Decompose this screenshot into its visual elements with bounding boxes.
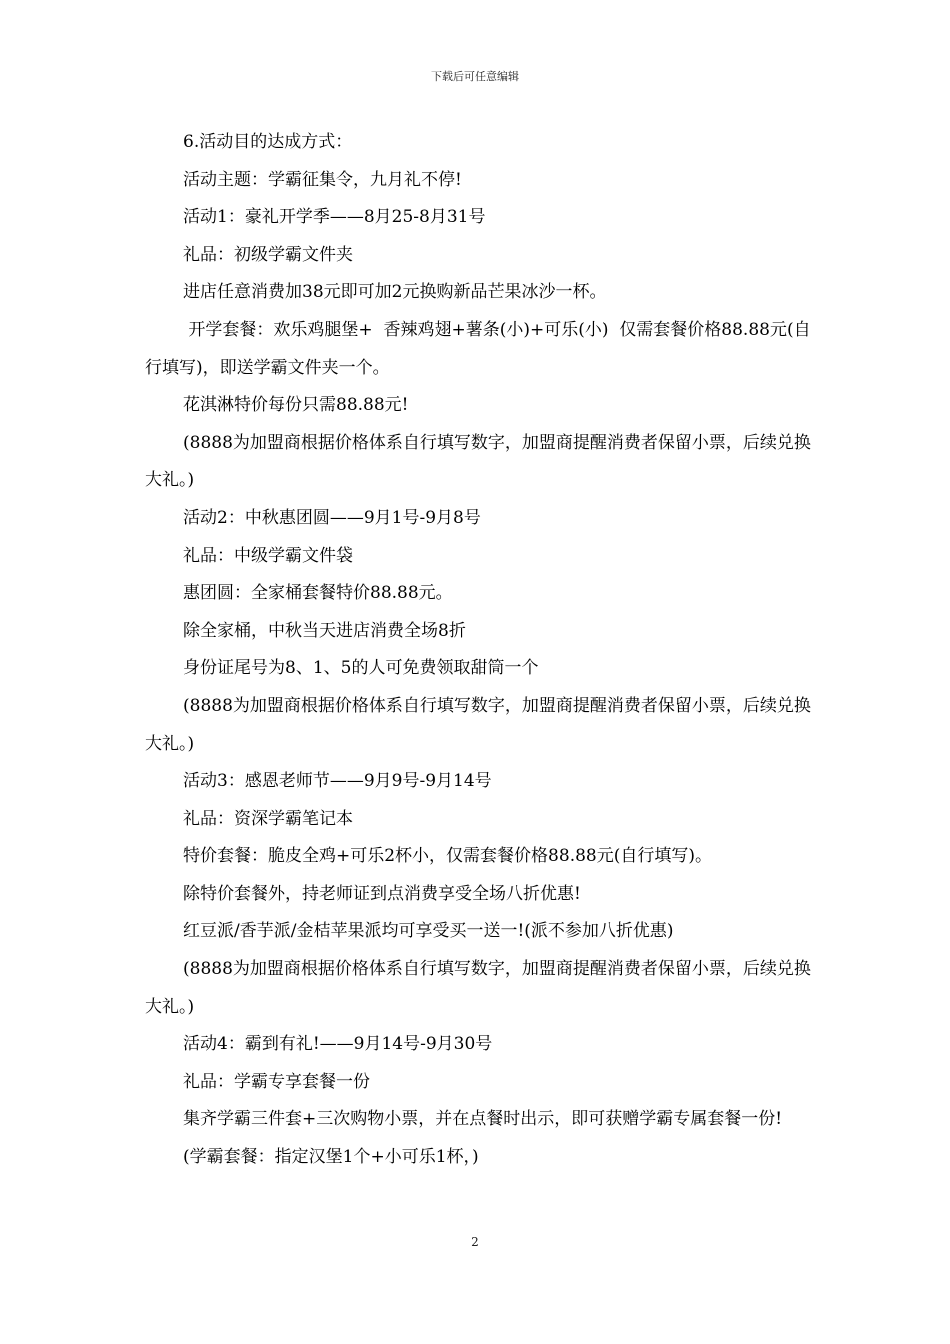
paragraph: 活动4：霸到有礼!——9月14号-9月30号 — [183, 1034, 493, 1055]
document-body — [145, 124, 815, 1177]
paragraph: 惠团圆：全家桶套餐特价88.88元。 — [183, 583, 453, 604]
paragraph: 红豆派/香芋派/金桔苹果派均可享受买一送一!(派不参加八折优惠) — [183, 921, 674, 942]
paragraph: (8888为加盟商根据价格体系自行填写数字，加盟商提醒消费者保留小票，后续兑换大礼。) — [145, 432, 811, 491]
paragraph: 礼品：中级学霸文件袋 — [183, 545, 353, 566]
paragraph: (学霸套餐：指定汉堡1个+小可乐1杯，) — [183, 1147, 479, 1168]
paragraph: 礼品：初级学霸文件夹 — [183, 244, 353, 265]
paragraph: 礼品：资深学霸笔记本 — [183, 808, 353, 829]
paragraph: 开学套餐：欢乐鸡腿堡+ 香辣鸡翅+薯条(小)+可乐(小) 仅需套餐价格88.88元(自行填写)，即送学霸文件夹一个。 — [145, 319, 811, 378]
paragraph: 除特价套餐外，持老师证到点消费享受全场八折优惠! — [183, 883, 581, 904]
paragraph: 活动2：中秋惠团圆——9月1号-9月8号 — [183, 507, 481, 528]
paragraph: 特价套餐：脆皮全鸡+可乐2杯小，仅需套餐价格88.88元(自行填写)。 — [183, 846, 712, 867]
paragraph: 花淇淋特价每份只需88.88元! — [183, 395, 409, 416]
paragraph: 活动1：豪礼开学季——8月25-8月31号 — [183, 207, 486, 228]
paragraph: 6.活动目的达成方式： — [183, 132, 353, 152]
paragraph: 活动主题：学霸征集令，九月礼不停! — [183, 169, 462, 190]
paragraph: (8888为加盟商根据价格体系自行填写数字，加盟商提醒消费者保留小票，后续兑换大礼。) — [145, 959, 811, 1017]
paragraph: 集齐学霸三件套+三次购物小票，并在点餐时出示，即可获赠学霸专属套餐一份! — [183, 1109, 783, 1130]
paragraph: (8888为加盟商根据价格体系自行填写数字，加盟商提醒消费者保留小票，后续兑换大礼。) — [145, 695, 811, 754]
paragraph: 身份证尾号为8、1、5的人可免费领取甜筒一个 — [183, 658, 539, 679]
paragraph: 活动3：感恩老师节——9月9号-9月14号 — [183, 771, 492, 792]
page-header: 下载后可任意编辑 — [431, 70, 519, 83]
paragraph: 进店任意消费加38元即可加2元换购新品芒果冰沙一杯。 — [183, 282, 607, 303]
page-number: 2 — [471, 1235, 479, 1249]
paragraph: 除全家桶，中秋当天进店消费全场8折 — [183, 620, 466, 641]
paragraph: 礼品：学霸专享套餐一份 — [183, 1071, 370, 1092]
